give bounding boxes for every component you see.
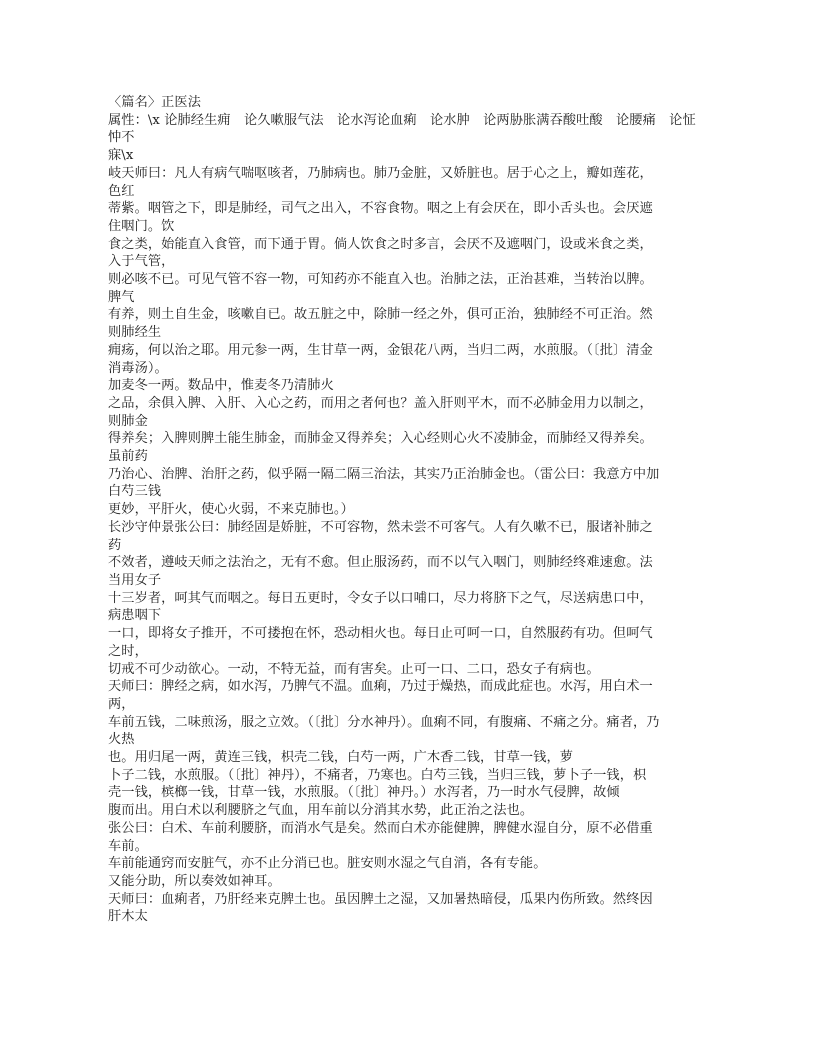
text-line: 住咽门。饮 xyxy=(108,218,175,234)
text-line: 张公曰：白术、车前利腰脐，而消水气是矣。然而白术亦能健脾，脾健水湿自分，原不必借重 xyxy=(108,820,653,836)
text-line: 则肺经生 xyxy=(108,325,162,341)
text-line: 天师曰：血痢者，乃肝经来克脾土也。虽因脾土之湿，又加暑热暗侵，瓜果内伤所致。然终因 xyxy=(108,891,653,907)
text-line: 〈篇名〉正医法 xyxy=(108,95,202,110)
text-line: 脾气 xyxy=(108,289,135,305)
text-line: 火热 xyxy=(108,732,135,748)
text-line: 车前五钱，二味煎汤，服之立效。（〔批〕分水神丹）。血痢不同，有腹痛、不痛之分。痛者，乃 xyxy=(108,714,660,730)
text-line: 肝木太 xyxy=(108,909,148,925)
text-line: 长沙守仲景张公曰：肺经固是娇脏，不可容物，然未尝不可客气。人有久嗽不已，服诸补肺之 xyxy=(108,519,653,535)
text-line: 不效者，遵岐天师之法治之，无有不愈。但止服汤药，而不以气入咽门，则肺经终难速愈。法 xyxy=(108,555,653,571)
text-line: 之品，余俱入脾、入肝、入心之药，而用之者何也？盖入肝则平木，而不必肺金用力以制之， xyxy=(108,395,653,411)
text-line: 壳一钱，槟榔一钱，甘草一钱，水煎服。（〔批〕神丹。）水泻者，乃一时水气侵脾，故倾 xyxy=(108,785,620,801)
text-line: 病患咽下 xyxy=(108,608,162,624)
text-line: 则必咳不已。可见气管不容一物，可知药亦不能直入也。治肺之法，正治甚难，当转治以脾。 xyxy=(108,272,653,288)
text-line: 卜子二钱，水煎服。（〔批〕神丹），不痛者，乃寒也。白芍三钱，当归三钱，萝卜子一钱，枳 xyxy=(108,767,647,783)
text-line: 当用女子 xyxy=(108,572,162,588)
text-line: 之时， xyxy=(108,643,148,659)
text-line: 得养矣；入脾则脾土能生肺金，而肺金又得养矣；入心经则心火不凌肺金，而肺经又得养矣。 xyxy=(108,431,653,447)
text-line: 乃治心、治脾、治肝之药，似乎隔一隔二隔三治法，其实乃正治肺金也。（雷公曰：我意方中加 xyxy=(108,466,660,482)
text-line: 切戒不可少动欲心。一动，不特无益，而有害矣。止可一口、二口，恐女子有病也。 xyxy=(108,661,600,677)
text-line: 蒂紫。咽管之下，即是肺经，司气之出入，不容食物。咽之上有会厌在，即小舌头也。会厌遮 xyxy=(108,201,653,217)
text-line: 两， xyxy=(108,696,135,712)
text-line: 一口，即将女子推开，不可搂抱在怀，恐动相火也。每日止可呵一口，自然服药有功。但呵气 xyxy=(108,626,653,642)
text-line: 则肺金 xyxy=(108,413,148,429)
text-line: 药 xyxy=(108,537,122,553)
text-line: 又能分助，所以奏效如神耳。 xyxy=(108,873,281,889)
text-line: 也。用归尾一两，黄连三钱，枳壳二钱，白芍一两，广木香二钱，甘草一钱，萝 xyxy=(108,750,574,766)
text-line: 忡不 xyxy=(108,130,135,146)
text-line: 十三岁者，呵其气而咽之。每日五更时，令女子以口哺口，尽力将脐下之气，尽送病患口中， xyxy=(108,590,653,606)
text-line: 岐天师曰：凡人有病气喘呕咳者，乃肺病也。肺乃金脏，又娇脏也。居于心之上，瓣如莲花， xyxy=(108,165,653,181)
text-line: 虽前药 xyxy=(108,449,148,465)
document-page xyxy=(108,94,708,926)
text-line: 色红 xyxy=(108,183,135,199)
text-line: 加麦冬一两。数品中，惟麦冬乃清肺火 xyxy=(108,378,334,394)
text-line: 白芍三钱 xyxy=(108,484,162,500)
text-line: 入于气管， xyxy=(108,254,175,270)
text-line: 车前。 xyxy=(108,838,148,854)
text-line: 寐\x xyxy=(108,148,134,164)
text-line: 天师曰：脾经之病，如水泻，乃脾气不温。血痢，乃过于燥热，而成此症也。水泻，用白术一 xyxy=(108,679,653,695)
text-line: 痈疡，何以治之耶。用元参一两，生甘草一两，金银花八两，当归二两，水煎服。（〔批〕清金 xyxy=(108,342,653,358)
text-line: 属性：\x 论肺经生痈 论久嗽服气法 论水泻论血痢 论水肿 论两胁胀满吞酸吐酸 论腰痛 论怔 xyxy=(108,112,696,128)
text-line: 食之类，始能直入食管，而下通于胃。倘人饮食之时多言，会厌不及遮咽门，设或米食之类， xyxy=(108,236,653,252)
text-line: 更妙，平肝火，使心火弱，不来克肺也。） xyxy=(108,502,354,518)
text-line: 车前能通窍而安脏气，亦不止分消已也。脏安则水湿之气自消，各有专能。 xyxy=(108,856,547,872)
text-line: 有养，则土自生金，咳嗽自已。故五脏之中，除肺一经之外，俱可正治，独肺经不可正治。然 xyxy=(108,307,653,323)
text-line: 消毒汤）。 xyxy=(108,360,168,376)
text-line: 腹而出。用白术以利腰脐之气血，用车前以分消其水势，此正治之法也。 xyxy=(108,803,534,819)
